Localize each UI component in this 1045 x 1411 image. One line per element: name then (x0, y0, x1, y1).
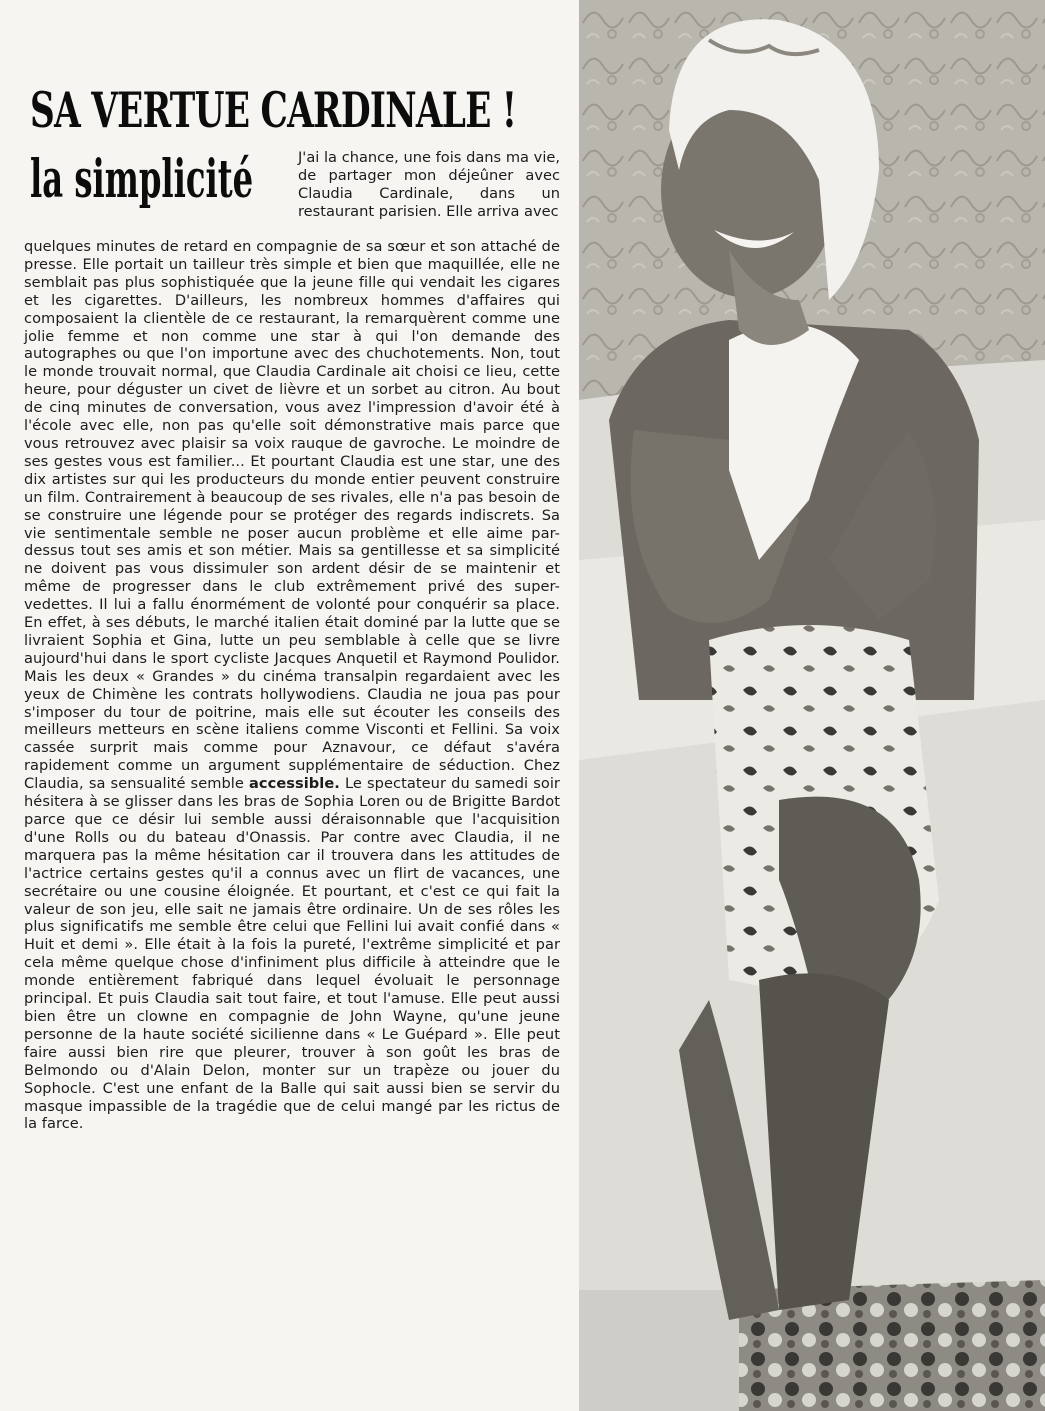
lead-paragraph: J'ai la chance, une fois dans ma vie, de partager mon déjeûner avec Claudia Cardinale, dans un restaurant parisien. Elle arriva avec (298, 149, 560, 220)
article-body (24, 238, 560, 1133)
article-headline: SA VERTUE CARDINALE ! (30, 81, 517, 139)
body-emphasis: accessible. (249, 775, 340, 793)
photo-woman-towel-icon (579, 0, 1045, 1411)
body-text-part2: Le spectateur du samedi soir hésitera à se glisser dans les bras de Sophia Loren ou de Brigitte Bardot parce que ce désir lui semble aussi déraisonnable que l'acquisition d'une Rolls ou du bateau d'Onassis. Par contre avec Claudia, il ne marquera pas la même hésitation car il trouvera dans les attitudes de l'actrice certains gestes qu'il a connus avec un flirt de vacances, une secrétaire ou une cousine éloignée. Et pourtant, et c'est ce qui fait la valeur de son jeu, elle sait ne jamais être ordinaire. Un de ses rôles les plus significatifs me semble être celui que Fellini lui avait confié dans « Huit et demi ». Elle était à la fois la pureté, l'extrême simplicité et par cela même quelque chose d'infiniment plus difficile à atteindre que le monde entièrement fabriqué dans lequel évoluait le personnage principal. Et puis Claudia sait tout faire, et tout l'amuse. Elle peut aussi bien être un clowne en compagnie de John Wayne, qu'une jeune personne de la haute société sicilienne dans « Le Guépard ». Elle peut faire aussi bien rire que pleurer, trouver à son goût les bras de Belmondo ou d'Alain Delon, monter sur un trapèze ou jouer du Sophocle. C'est une enfant de la Balle qui sait aussi bien se servir du masque impassible de la tragédie que de celui mangé par les rictus de la farce. (24, 775, 560, 1133)
body-text-part1: quelques minutes de retard en compagnie de sa sœur et son attaché de presse. Elle portait un tailleur très simple et bien que maquillée, elle ne semblait pas plus sophistiquée que la jeune fille qui vendait les cigares et les cigarettes. D'ailleurs, les nombreux hommes d'affaires qui composaient la clientèle de ce restaurant, la remarquèrent comme une jolie femme et non comme une star à qui l'on demande des autographes ou que l'on importune avec des chuchotements. Non, tout le monde trouvait normal, que Claudia Cardinale ait choisi ce lieu, cette heure, pour déguster un civet de lièvre et un sorbet au citron. Au bout de cinq minutes de conversation, vous avez l'impression d'avoir été à l'école avec elle, non pas qu'elle soit démonstrative mais parce que vous retrouvez avec plaisir sa voix rauque de gavroche. Le moindre de ses gestes vous est familier... Et pourtant Claudia est une star, une des dix artistes sur qui les producteurs du monde entier peuvent construire un film. Contrairement à beaucoup de ses rivales, elle n'a pas besoin de se construire une légende pour se protéger des regards indiscrets. Sa vie sentimentale semble ne poser aucun problème et elle aime par-dessus tout ses amis et son métier. Mais sa gentillesse et sa simplicité ne doivent pas vous dissimuler son ardent désir de se maintenir et même de progresser dans le club extrêmement privé des super-vedettes. Il lui a fallu énormément de volonté pour conquérir sa place. En effet, à ses débuts, le marché italien était dominé par la lutte que se livraient Sophia et Gina, lutte un peu semblable à celle que se livre aujourd'hui dans le sport cycliste Jacques Anquetil et Raymond Poulidor. Mais les deux « Grandes » du cinéma transalpin regardaient avec les yeux de Chimène les contrats hollywodiens. Claudia ne joua pas pour s'imposer du tour de poitrine, mais elle sut écouter les conseils des meilleurs metteurs en scène italiens comme Visconti et Fellini. Sa voix cassée surprit mais comme pour Aznavour, ce défaut s'avéra rapidement comme un argument supplémentaire de séduction. Chez Claudia, sa sensualité semble (24, 238, 560, 793)
article-subheadline: la simplicité (30, 149, 254, 210)
